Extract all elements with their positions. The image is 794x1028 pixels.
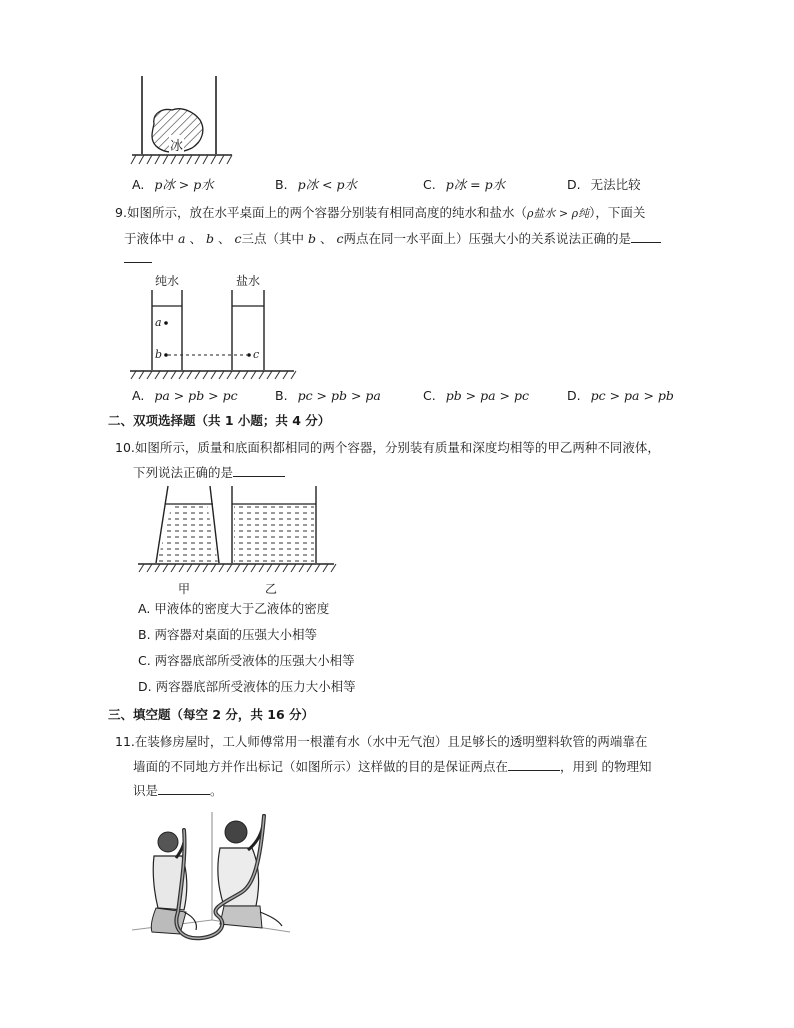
q9-label-pure-water: 纯水 bbox=[155, 274, 180, 288]
q8-option-d-key: D. bbox=[567, 177, 581, 192]
q8-option-c[interactable] bbox=[423, 176, 505, 194]
q10-number: 10. bbox=[115, 440, 135, 455]
q8-option-a[interactable] bbox=[132, 176, 214, 194]
q10-answer-blank[interactable] bbox=[233, 464, 285, 477]
q9-formula: ρ盐水 > ρ纯 bbox=[526, 207, 590, 220]
q8-option-c-text: p冰 = p水 bbox=[445, 177, 506, 192]
q9-option-b-key: B. bbox=[275, 388, 288, 403]
q11-workers-illustration bbox=[132, 812, 292, 952]
q9-label-c: c bbox=[253, 348, 260, 361]
q9-option-c[interactable] bbox=[423, 387, 529, 405]
q9-sep-1: 、 bbox=[189, 231, 202, 246]
q9-option-d-key: D. bbox=[567, 388, 581, 403]
q11-line-2 bbox=[133, 758, 652, 776]
q10-text-2: 下列说法正确的是 bbox=[133, 465, 234, 480]
q9-point-c bbox=[247, 353, 251, 357]
q9-option-d-text: pc > pa > pb bbox=[590, 388, 674, 403]
q9-answer-blank[interactable] bbox=[631, 230, 661, 243]
q8-option-b[interactable] bbox=[275, 176, 357, 194]
q9-label-salt-water: 盐水 bbox=[236, 274, 261, 288]
q9-line-1 bbox=[115, 204, 645, 223]
q11-text-3a: 识是 bbox=[133, 783, 159, 798]
q10-line-1 bbox=[115, 439, 660, 457]
q9-var-b2: b bbox=[307, 231, 316, 246]
ice-label: 冰 bbox=[169, 135, 184, 154]
q11-text-2b: ，用到 的物理知 bbox=[560, 759, 652, 774]
q9-number: 9. bbox=[115, 205, 127, 220]
section-3-title: 三、填空题（每空 2 分，共 16 分） bbox=[108, 707, 315, 722]
q9-text-1a: 如图所示，放在水平桌面上的两个容器分别装有相同高度的纯水和盐水（ bbox=[126, 205, 527, 220]
q9-text-1b: ），下面关 bbox=[589, 205, 646, 220]
q9-answer-blank-cont[interactable] bbox=[124, 262, 152, 263]
q10-option-b[interactable]: B. 两容器对桌面的压强大小相等 bbox=[138, 627, 318, 642]
q9-label-b: b bbox=[155, 348, 163, 361]
q10-option-d[interactable]: D. 两容器底部所受液体的压力大小相等 bbox=[138, 679, 356, 694]
q10-line-2 bbox=[133, 464, 285, 482]
q9-option-a[interactable] bbox=[132, 387, 238, 405]
q10-containers-figure bbox=[134, 486, 344, 578]
q9-option-c-key: C. bbox=[423, 388, 436, 403]
q9-option-b-text: pc > pb > pa bbox=[297, 388, 381, 403]
q9-option-b[interactable] bbox=[275, 387, 381, 405]
q8-option-d[interactable] bbox=[567, 176, 641, 194]
q9-point-a bbox=[164, 321, 168, 325]
q9-var-a: a bbox=[178, 231, 186, 246]
q11-line-1 bbox=[115, 733, 647, 751]
q9-sep-2: 、 bbox=[217, 231, 231, 246]
q8-option-b-text: p冰 < p水 bbox=[297, 177, 357, 192]
q11-answer-blank-2[interactable] bbox=[158, 782, 210, 795]
q8-option-a-text: p冰 > p水 bbox=[154, 177, 214, 192]
q9-option-d[interactable] bbox=[567, 387, 674, 405]
q8-option-b-key: B. bbox=[275, 177, 288, 192]
q9-label-a: a bbox=[155, 316, 162, 329]
q8-option-d-text: 无法比较 bbox=[590, 177, 641, 192]
q9-containers-figure bbox=[128, 290, 298, 382]
q9-text-2b: 三点（其中 bbox=[241, 231, 304, 246]
q9-option-a-text: pa > pb > pc bbox=[154, 388, 238, 403]
q10-text-1: 如图所示，质量和底面积都相同的两个容器，分别装有质量和深度均相等的甲乙两种不同液体， bbox=[134, 440, 660, 455]
q8-option-a-key: A. bbox=[132, 177, 145, 192]
q9-option-a-key: A. bbox=[132, 388, 145, 403]
q10-option-a[interactable]: A. 甲液体的密度大于乙液体的密度 bbox=[138, 601, 330, 616]
q11-text-3b: 。 bbox=[210, 783, 223, 798]
q11-text-1: 在装修房屋时，工人师傅常用一根灌有水（水中无气泡）且足够长的透明塑料软管的两端靠在 bbox=[134, 734, 648, 749]
q9-option-c-text: pb > pa > pc bbox=[445, 388, 530, 403]
q11-answer-blank-1[interactable] bbox=[508, 758, 560, 771]
q11-line-3 bbox=[133, 782, 223, 800]
q10-label-yi: 乙 bbox=[265, 582, 278, 596]
q9-point-b bbox=[164, 353, 168, 357]
section-2-title: 二、双项选择题（共 1 小题；共 4 分） bbox=[108, 413, 331, 428]
q9-var-c: c bbox=[234, 231, 242, 246]
q10-label-jia: 甲 bbox=[178, 582, 191, 596]
q8-option-c-key: C. bbox=[423, 177, 436, 192]
q9-text-2a: 于液体中 bbox=[124, 231, 175, 246]
q10-option-c[interactable]: C. 两容器底部所受液体的压强大小相等 bbox=[138, 653, 355, 668]
q9-text-2c: 两点在同一水平面上）压强大小的关系说法正确的是 bbox=[343, 231, 631, 246]
ice-container-figure bbox=[128, 76, 238, 168]
q9-sep-3: 、 bbox=[319, 231, 333, 246]
q11-text-2a: 墙面的不同地方并作出标记（如图所示）这样做的目的是保证两点在 bbox=[133, 759, 509, 774]
q11-number: 11. bbox=[115, 734, 135, 749]
q9-line-2 bbox=[124, 230, 661, 248]
q9-var-c2: c bbox=[336, 231, 344, 246]
q9-var-b: b bbox=[205, 231, 214, 246]
